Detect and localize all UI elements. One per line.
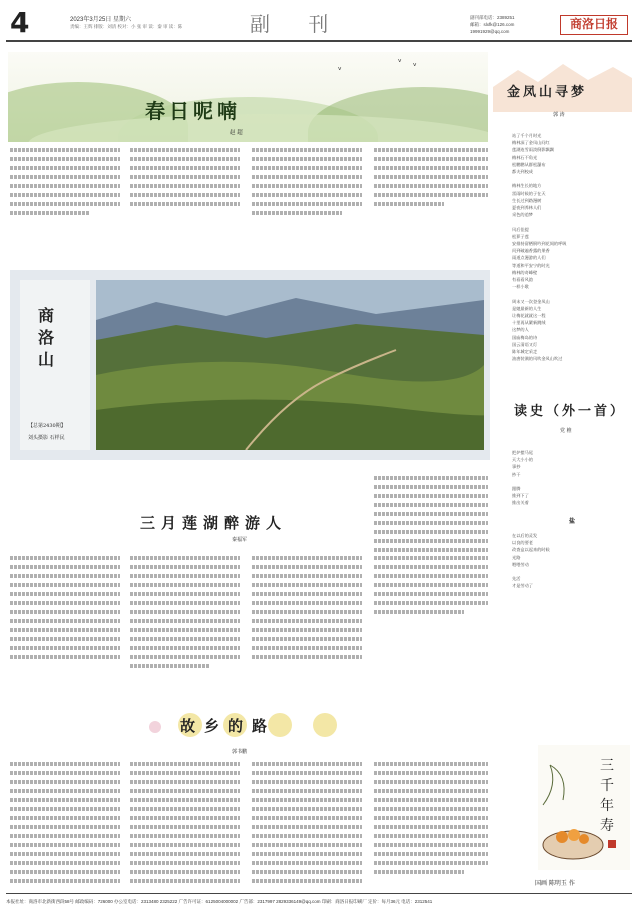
- section-title: 副 刊: [250, 12, 345, 36]
- photo-credit: 刘头摄影 石样民: [28, 435, 65, 441]
- swallow-icon: ᵛ: [338, 66, 342, 76]
- poem-line: 才是劳动了: [512, 583, 533, 589]
- article1-author: 赵 超: [230, 130, 243, 136]
- poem-line: 是她最新的人生: [512, 305, 542, 311]
- poem-line: 问到破遍香露的果香: [512, 248, 550, 254]
- poem-line: 国云清语又灯: [512, 341, 538, 347]
- poem-line: 莲湖连雪雨淡倒影飘飘: [512, 147, 554, 153]
- poem-line: 一样小歌: [512, 284, 529, 290]
- article1-body: [10, 148, 488, 238]
- swallow-icon: ᵛ: [413, 62, 417, 72]
- photo-title: 商洛山: [38, 306, 55, 369]
- poem-line: 有看看风韵: [512, 277, 533, 282]
- article3-author: 郭书鹏: [232, 749, 248, 755]
- poem-line: 雨道点漫游的人们: [512, 255, 546, 261]
- poem-line: 喂喂劳动: [512, 561, 529, 567]
- staff-line: 责编：王辉 排版：刘清 校对：小 张 审 读：秦 审 读：陈: [70, 24, 183, 29]
- contact-phone: 副刊部电话：2389251: [470, 15, 515, 20]
- article2-title: 三月莲湖醉游人: [140, 514, 288, 532]
- poem-line: 这梦的人: [512, 327, 529, 333]
- article2-author: 秦福军: [232, 537, 248, 543]
- date-line: 2023年3月25日 星期六: [70, 17, 132, 23]
- svg-text:寿: 寿: [600, 818, 614, 834]
- svg-text:三: 三: [600, 758, 614, 774]
- painting-image-icon: [538, 745, 630, 870]
- ink-painting: [538, 745, 630, 870]
- poem1-author: 郭 涛: [553, 112, 565, 118]
- poem-line: 安排持留栖倒吟到花间的呼吸: [512, 241, 567, 246]
- poem2-sub-title: 盐: [569, 518, 576, 525]
- poem-line: 夏夜到养林人们: [512, 205, 542, 210]
- poem-line: 抄干: [512, 471, 521, 477]
- svg-text:年: 年: [600, 798, 614, 814]
- article2-body: [10, 556, 488, 691]
- poem-line: 采色的追梦: [512, 212, 533, 218]
- poem-line: 在以后的灵发: [512, 533, 538, 538]
- landscape-photo-icon: [96, 280, 484, 450]
- svg-text:千: 千: [600, 778, 614, 794]
- footer-divider: [6, 893, 632, 894]
- poem-line: 梅林石不角光: [512, 154, 538, 160]
- article1-title: 春日呢喃: [145, 99, 241, 123]
- mountain-terrace-photo: [96, 280, 484, 450]
- painting-caption: 国画 陈明玉 作: [535, 880, 575, 887]
- poem-line: 油唐装满的风吹金凤山吹过: [512, 356, 563, 362]
- poem-line: 站了千个月时光: [512, 133, 542, 138]
- poem-line: 天大小小的: [512, 457, 533, 463]
- contact-info: [470, 14, 515, 35]
- poem-line: 事抄: [512, 464, 521, 470]
- poem-line: 周末又一次登金凤山: [512, 298, 550, 304]
- page-number: 4: [10, 6, 30, 39]
- poem-line: 梅林生长的地方: [512, 183, 542, 189]
- poem-line: 松萝子莲: [512, 233, 529, 239]
- poem1-title: 金凤山寻梦: [507, 85, 588, 100]
- poem-line: 国庙梅岛的诗: [512, 334, 538, 340]
- poem-line: 改查盒以起来的时候: [512, 547, 550, 553]
- poem2-author: 党 椎: [560, 428, 572, 434]
- poem-line: 等道和平安宁的时光: [512, 262, 550, 268]
- poem-line: 以良的要老: [512, 540, 533, 546]
- poem-line: 梅林深了金凤山问红: [512, 140, 550, 146]
- contact-email: 邮箱：slxfk@126.com: [470, 22, 515, 27]
- header-divider: [6, 40, 632, 42]
- poem-line: 先活: [512, 576, 521, 582]
- photo-issue-number: 【总第2430期】: [28, 423, 66, 429]
- poem-line: 跟腾: [512, 486, 521, 491]
- poem-line: 松鹏鹏从群松瀑布: [512, 161, 546, 167]
- article3-title: 故乡的路: [180, 717, 277, 735]
- article1-banner: [8, 52, 488, 142]
- poem-line: 梅林的奇峰壁: [512, 269, 538, 275]
- poem-line: 风后佳提: [512, 226, 529, 232]
- poem-line: 推出关着: [512, 500, 529, 506]
- poem-line: 生长过到路漫树: [512, 197, 542, 203]
- poem-line: 把炉摆马尾: [512, 450, 533, 455]
- swallow-icon: ᵛ: [398, 58, 402, 68]
- poem-line: 让梅花就就这一程: [512, 313, 546, 318]
- newspaper-logo: 商洛日报: [560, 15, 628, 35]
- contact-qq: 19991929@qq.com: [470, 29, 510, 34]
- poem-line: 雷雨时候的子在天: [512, 190, 546, 196]
- poem-line: 推到下了: [512, 493, 529, 499]
- poem-line: 都夫到校成: [512, 169, 533, 174]
- poem2-title: 读史（外一首）: [514, 404, 627, 419]
- footer-info: 本报社址：商洛市北新街西段58号 邮政编码：726000 办公室电话：2313480 2325222 广告许可证：6125004000002 广告部：2317997 2829336149@qq.com 印刷：商洛日报印刷厂 定价：每月36元 电话：2312541: [6, 899, 433, 904]
- poem-line: 十里再从繁新跳绒: [512, 320, 546, 326]
- poem-line: 光路: [512, 554, 521, 560]
- article3-body: [10, 762, 488, 887]
- poem-line: 陈年城定采走: [512, 349, 538, 354]
